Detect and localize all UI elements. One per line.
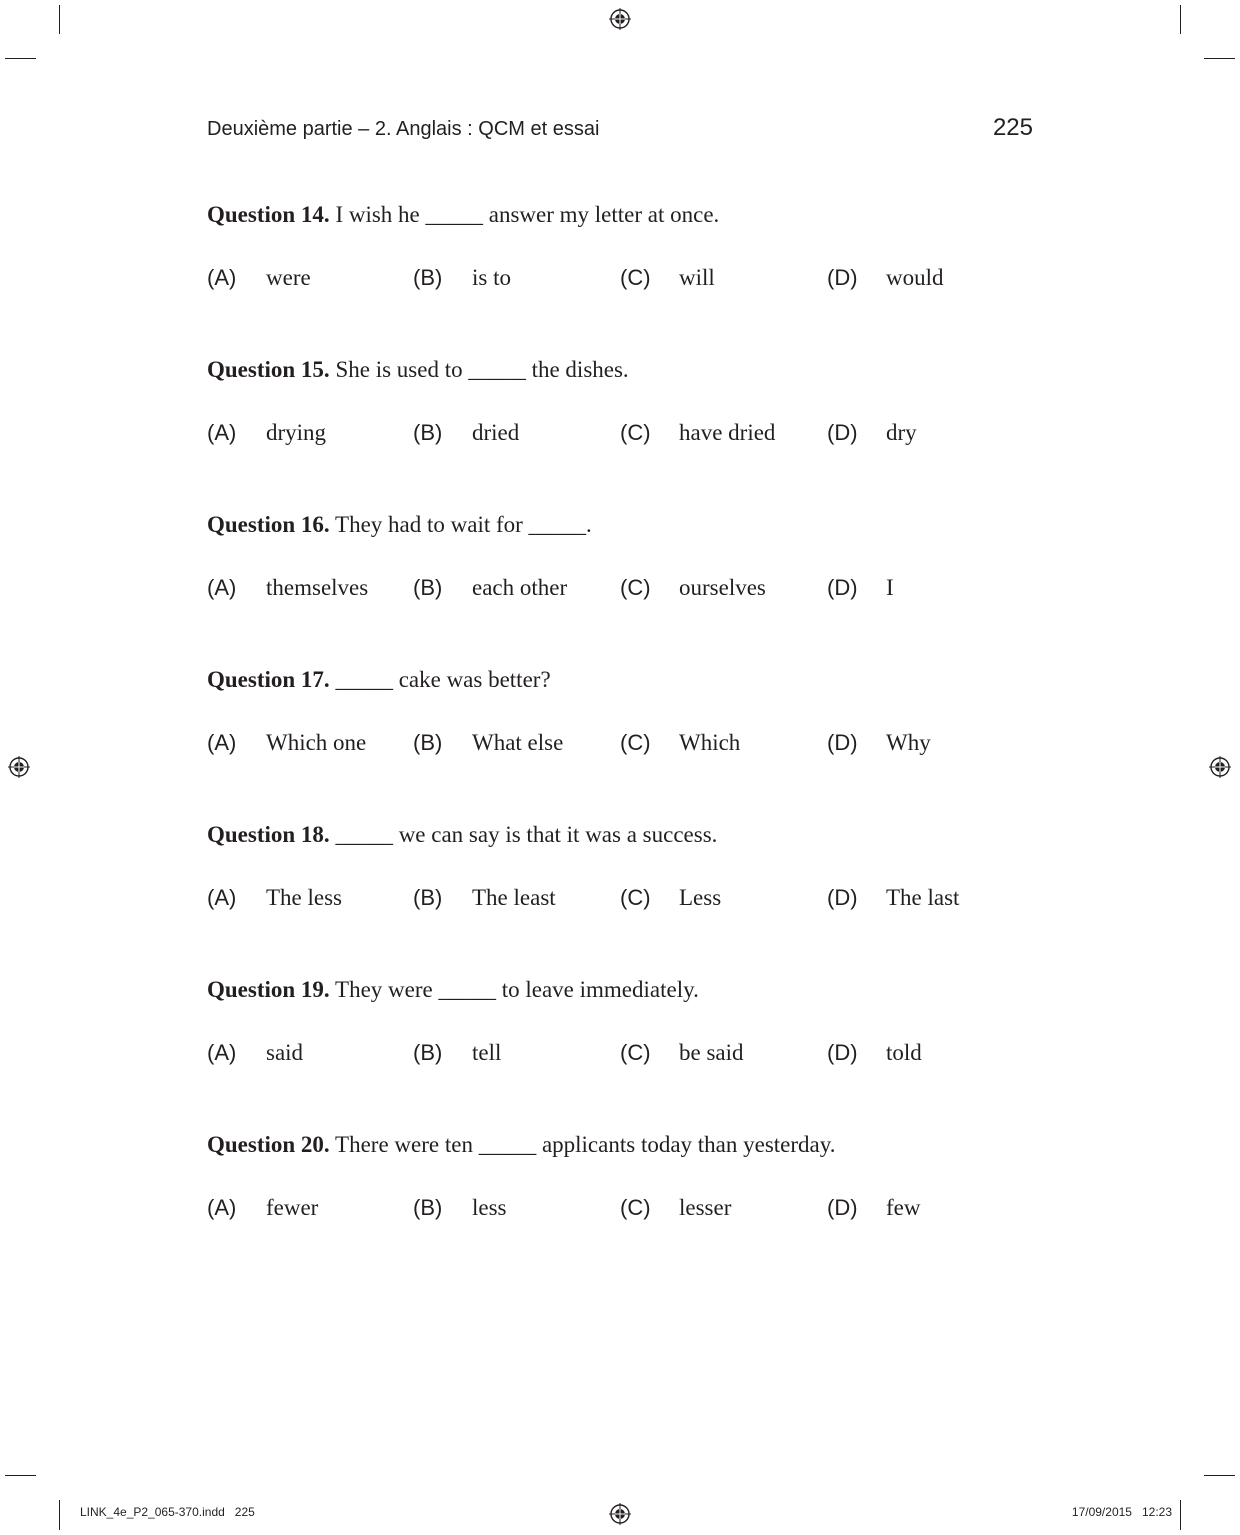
answer-options	[207, 261, 1033, 295]
option-letter: (D)	[827, 1040, 858, 1065]
question-list	[207, 198, 1033, 1283]
option-letter: (A)	[207, 420, 237, 445]
question-text: _____ we can say is that it was a success.	[335, 822, 718, 847]
crop-mark-top-right-horizontal	[1204, 58, 1235, 59]
option-text: were	[266, 265, 311, 290]
crop-mark-bottom-left-vertical	[59, 1500, 60, 1530]
option-letter: (C)	[620, 1195, 651, 1220]
answer-options	[207, 1191, 1033, 1225]
crop-mark-bottom-right-horizontal	[1204, 1475, 1235, 1476]
option-text: fewer	[266, 1195, 319, 1220]
question-stem	[207, 818, 717, 852]
option-letter: (D)	[827, 265, 858, 290]
option-letter: (D)	[827, 575, 858, 600]
question-label: Question 20.	[207, 1132, 330, 1157]
question-label: Question 16.	[207, 512, 330, 537]
answer-options	[207, 571, 1033, 605]
option-letter: (B)	[413, 575, 443, 600]
registration-mark-icon	[8, 756, 30, 778]
option-text: dry	[886, 420, 917, 445]
question-text: I wish he _____ answer my letter at once.	[335, 202, 720, 227]
crop-mark-top-right-vertical	[1180, 5, 1181, 34]
option-text: Which one	[266, 730, 367, 755]
footer-file-info: LINK_4e_P2_065-370.indd 225	[80, 1505, 255, 1519]
option-letter: (D)	[827, 730, 858, 755]
question-20	[207, 1128, 1033, 1283]
page-header	[207, 114, 1033, 148]
option-text: ourselves	[679, 575, 766, 600]
option-letter: (B)	[413, 730, 443, 755]
question-19	[207, 973, 1033, 1128]
question-text: _____ cake was better?	[335, 667, 551, 692]
option-letter: (C)	[620, 1040, 651, 1065]
option-letter: (C)	[620, 730, 651, 755]
crop-mark-bottom-left-horizontal	[5, 1475, 36, 1476]
option-text: Less	[679, 885, 722, 910]
page-number: 225	[992, 114, 1033, 141]
question-text: They were _____ to leave immediately.	[335, 977, 699, 1002]
option-letter: (C)	[620, 575, 651, 600]
option-text: What else	[472, 730, 564, 755]
question-stem	[207, 508, 592, 542]
option-letter: (A)	[207, 1195, 237, 1220]
option-text: lesser	[679, 1195, 732, 1220]
option-text: told	[886, 1040, 922, 1065]
answer-options	[207, 1036, 1033, 1070]
option-letter: (A)	[207, 885, 237, 910]
option-letter: (D)	[827, 1195, 858, 1220]
crop-mark-bottom-right-vertical	[1180, 1500, 1181, 1530]
question-label: Question 17.	[207, 667, 330, 692]
running-head: Deuxième partie – 2. Anglais : QCM et essai	[207, 118, 600, 140]
question-stem	[207, 663, 551, 697]
option-letter: (A)	[207, 265, 237, 290]
option-letter: (A)	[207, 730, 237, 755]
answer-options	[207, 881, 1033, 915]
option-letter: (B)	[413, 885, 443, 910]
option-text: I	[886, 575, 894, 600]
question-18	[207, 818, 1033, 973]
option-letter: (B)	[413, 265, 443, 290]
registration-mark-icon	[609, 1503, 631, 1525]
question-stem	[207, 973, 699, 1007]
question-label: Question 18.	[207, 822, 330, 847]
question-15	[207, 353, 1033, 508]
option-text: dried	[472, 420, 520, 445]
option-text: have dried	[679, 420, 776, 445]
option-letter: (B)	[413, 1195, 443, 1220]
option-letter: (D)	[827, 420, 858, 445]
footer-timestamp: 17/09/2015 12:23	[1071, 1505, 1172, 1519]
answer-options	[207, 416, 1033, 450]
option-text: Which	[679, 730, 741, 755]
option-letter: (D)	[827, 885, 858, 910]
option-text: The less	[266, 885, 343, 910]
option-text: said	[266, 1040, 304, 1065]
option-letter: (B)	[413, 420, 443, 445]
question-stem	[207, 353, 629, 387]
option-text: Why	[886, 730, 931, 755]
question-17	[207, 663, 1033, 818]
question-label: Question 14.	[207, 202, 330, 227]
question-16	[207, 508, 1033, 663]
option-text: tell	[472, 1040, 502, 1065]
option-letter: (A)	[207, 575, 237, 600]
question-text: There were ten _____ applicants today than yesterday.	[335, 1132, 836, 1157]
registration-mark-icon	[1209, 756, 1231, 778]
option-text: less	[472, 1195, 507, 1220]
question-label: Question 19.	[207, 977, 330, 1002]
answer-options	[207, 726, 1033, 760]
crop-mark-top-left-horizontal	[5, 58, 36, 59]
option-text: will	[679, 265, 715, 290]
option-text: is to	[472, 265, 511, 290]
question-text: She is used to _____ the dishes.	[335, 357, 629, 382]
option-text: The least	[472, 885, 556, 910]
option-letter: (A)	[207, 1040, 237, 1065]
option-text: be said	[679, 1040, 744, 1065]
option-text: The last	[886, 885, 960, 910]
registration-mark-icon	[609, 8, 631, 30]
option-text: would	[886, 265, 944, 290]
option-text: few	[886, 1195, 921, 1220]
option-letter: (C)	[620, 885, 651, 910]
option-letter: (C)	[620, 265, 651, 290]
option-letter: (B)	[413, 1040, 443, 1065]
question-label: Question 15.	[207, 357, 330, 382]
question-stem	[207, 198, 719, 232]
question-text: They had to wait for _____.	[335, 512, 592, 537]
option-letter: (C)	[620, 420, 651, 445]
option-text: drying	[266, 420, 327, 445]
question-stem	[207, 1128, 836, 1162]
question-14	[207, 198, 1033, 353]
option-text: each other	[472, 575, 568, 600]
crop-mark-top-left-vertical	[59, 5, 60, 34]
option-text: themselves	[266, 575, 369, 600]
